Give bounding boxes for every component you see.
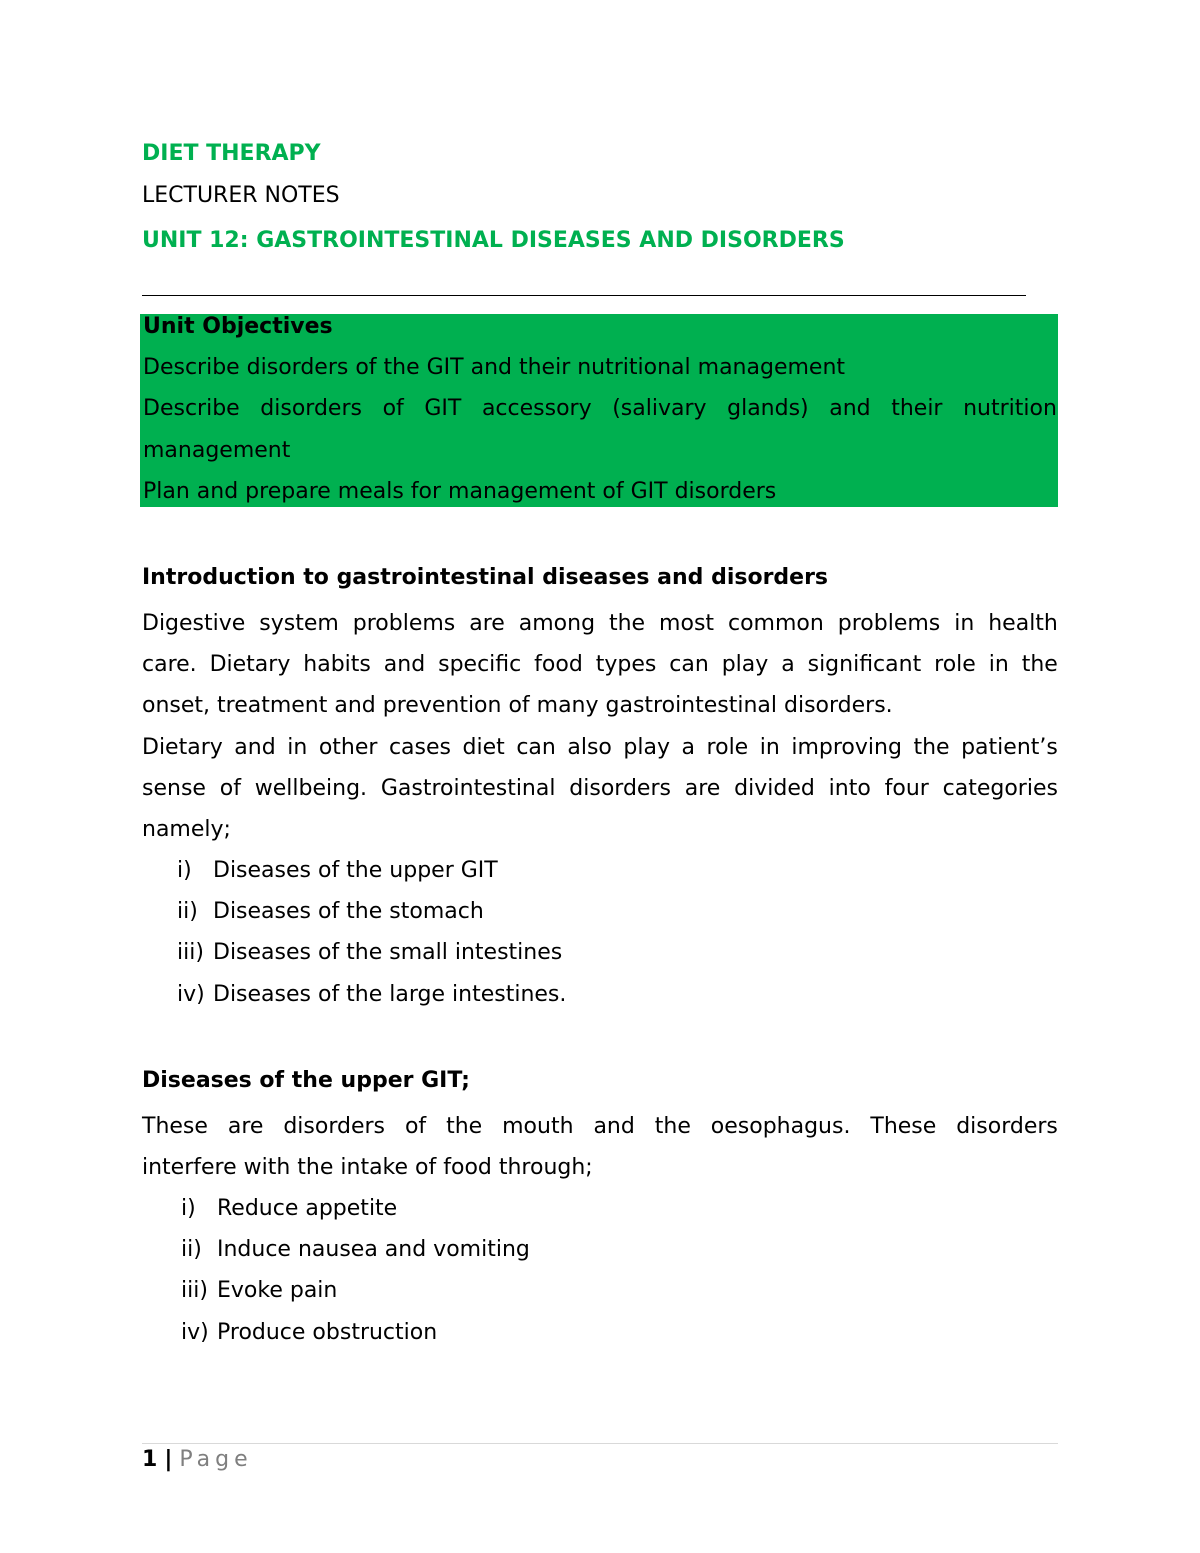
upper-git-para-line2: interfere with the intake of food through; [142,1155,593,1180]
unit-title: UNIT 12: GASTROINTESTINAL DISEASES AND DISORDERS [142,228,845,253]
objective-item-2-line2: management [143,438,291,463]
footer-separator: | [164,1447,173,1472]
word: their [891,396,943,421]
list-item: iii) Diseases of the small intestines [177,940,563,965]
list-item: ii) Diseases of the stomach [177,899,484,924]
list-item: i) Reduce appetite [181,1196,398,1221]
footer-divider [142,1443,1058,1444]
intro-heading: Introduction to gastrointestinal diseases and disorders [142,565,829,590]
intro-para1-line1: Digestive system problems are among the most common problems in health [142,611,1058,636]
upper-git-heading: Diseases of the upper GIT; [142,1068,470,1093]
word: glands) [727,396,809,421]
word: accessory [481,396,592,421]
list-item: ii) Induce nausea and vomiting [181,1237,530,1262]
intro-para2-line3: namely; [142,817,231,842]
page-label: Page [179,1447,253,1472]
word: of [382,396,404,421]
header-divider [142,295,1026,296]
list-item: iii) Evoke pain [181,1278,338,1303]
course-title: DIET THERAPY [142,141,321,166]
page-footer [142,1447,253,1472]
intro-para2-line1: Dietary and in other cases diet can also play a role in improving the patient’s [142,735,1058,760]
notes-label: LECTURER NOTES [142,183,340,208]
upper-git-para-line1: These are disorders of the mouth and the oesophagus. These disorders [142,1114,1058,1139]
intro-para1-line2: care. Dietary habits and specific food types can play a significant role in the [142,652,1058,677]
list-item: iv) Produce obstruction [181,1320,438,1345]
page-number: 1 [142,1447,158,1472]
intro-para1-line3: onset, treatment and prevention of many gastrointestinal disorders. [142,693,893,718]
word: disorders [260,396,362,421]
word: nutrition [963,396,1057,421]
objective-item-2-line1 [143,396,1057,421]
word: (salivary [612,396,707,421]
word: GIT [424,396,462,421]
list-item: i) Diseases of the upper GIT [177,858,498,883]
list-item: iv) Diseases of the large intestines. [177,982,567,1007]
objective-item-1: Describe disorders of the GIT and their nutritional management [143,355,846,380]
objectives-heading: Unit Objectives [143,314,333,339]
objectives-box [140,314,1058,507]
word: Describe [143,396,240,421]
intro-para2-line2: sense of wellbeing. Gastrointestinal disorders are divided into four categories [142,776,1058,801]
objective-item-3: Plan and prepare meals for management of GIT disorders [143,479,777,504]
word: and [829,396,871,421]
